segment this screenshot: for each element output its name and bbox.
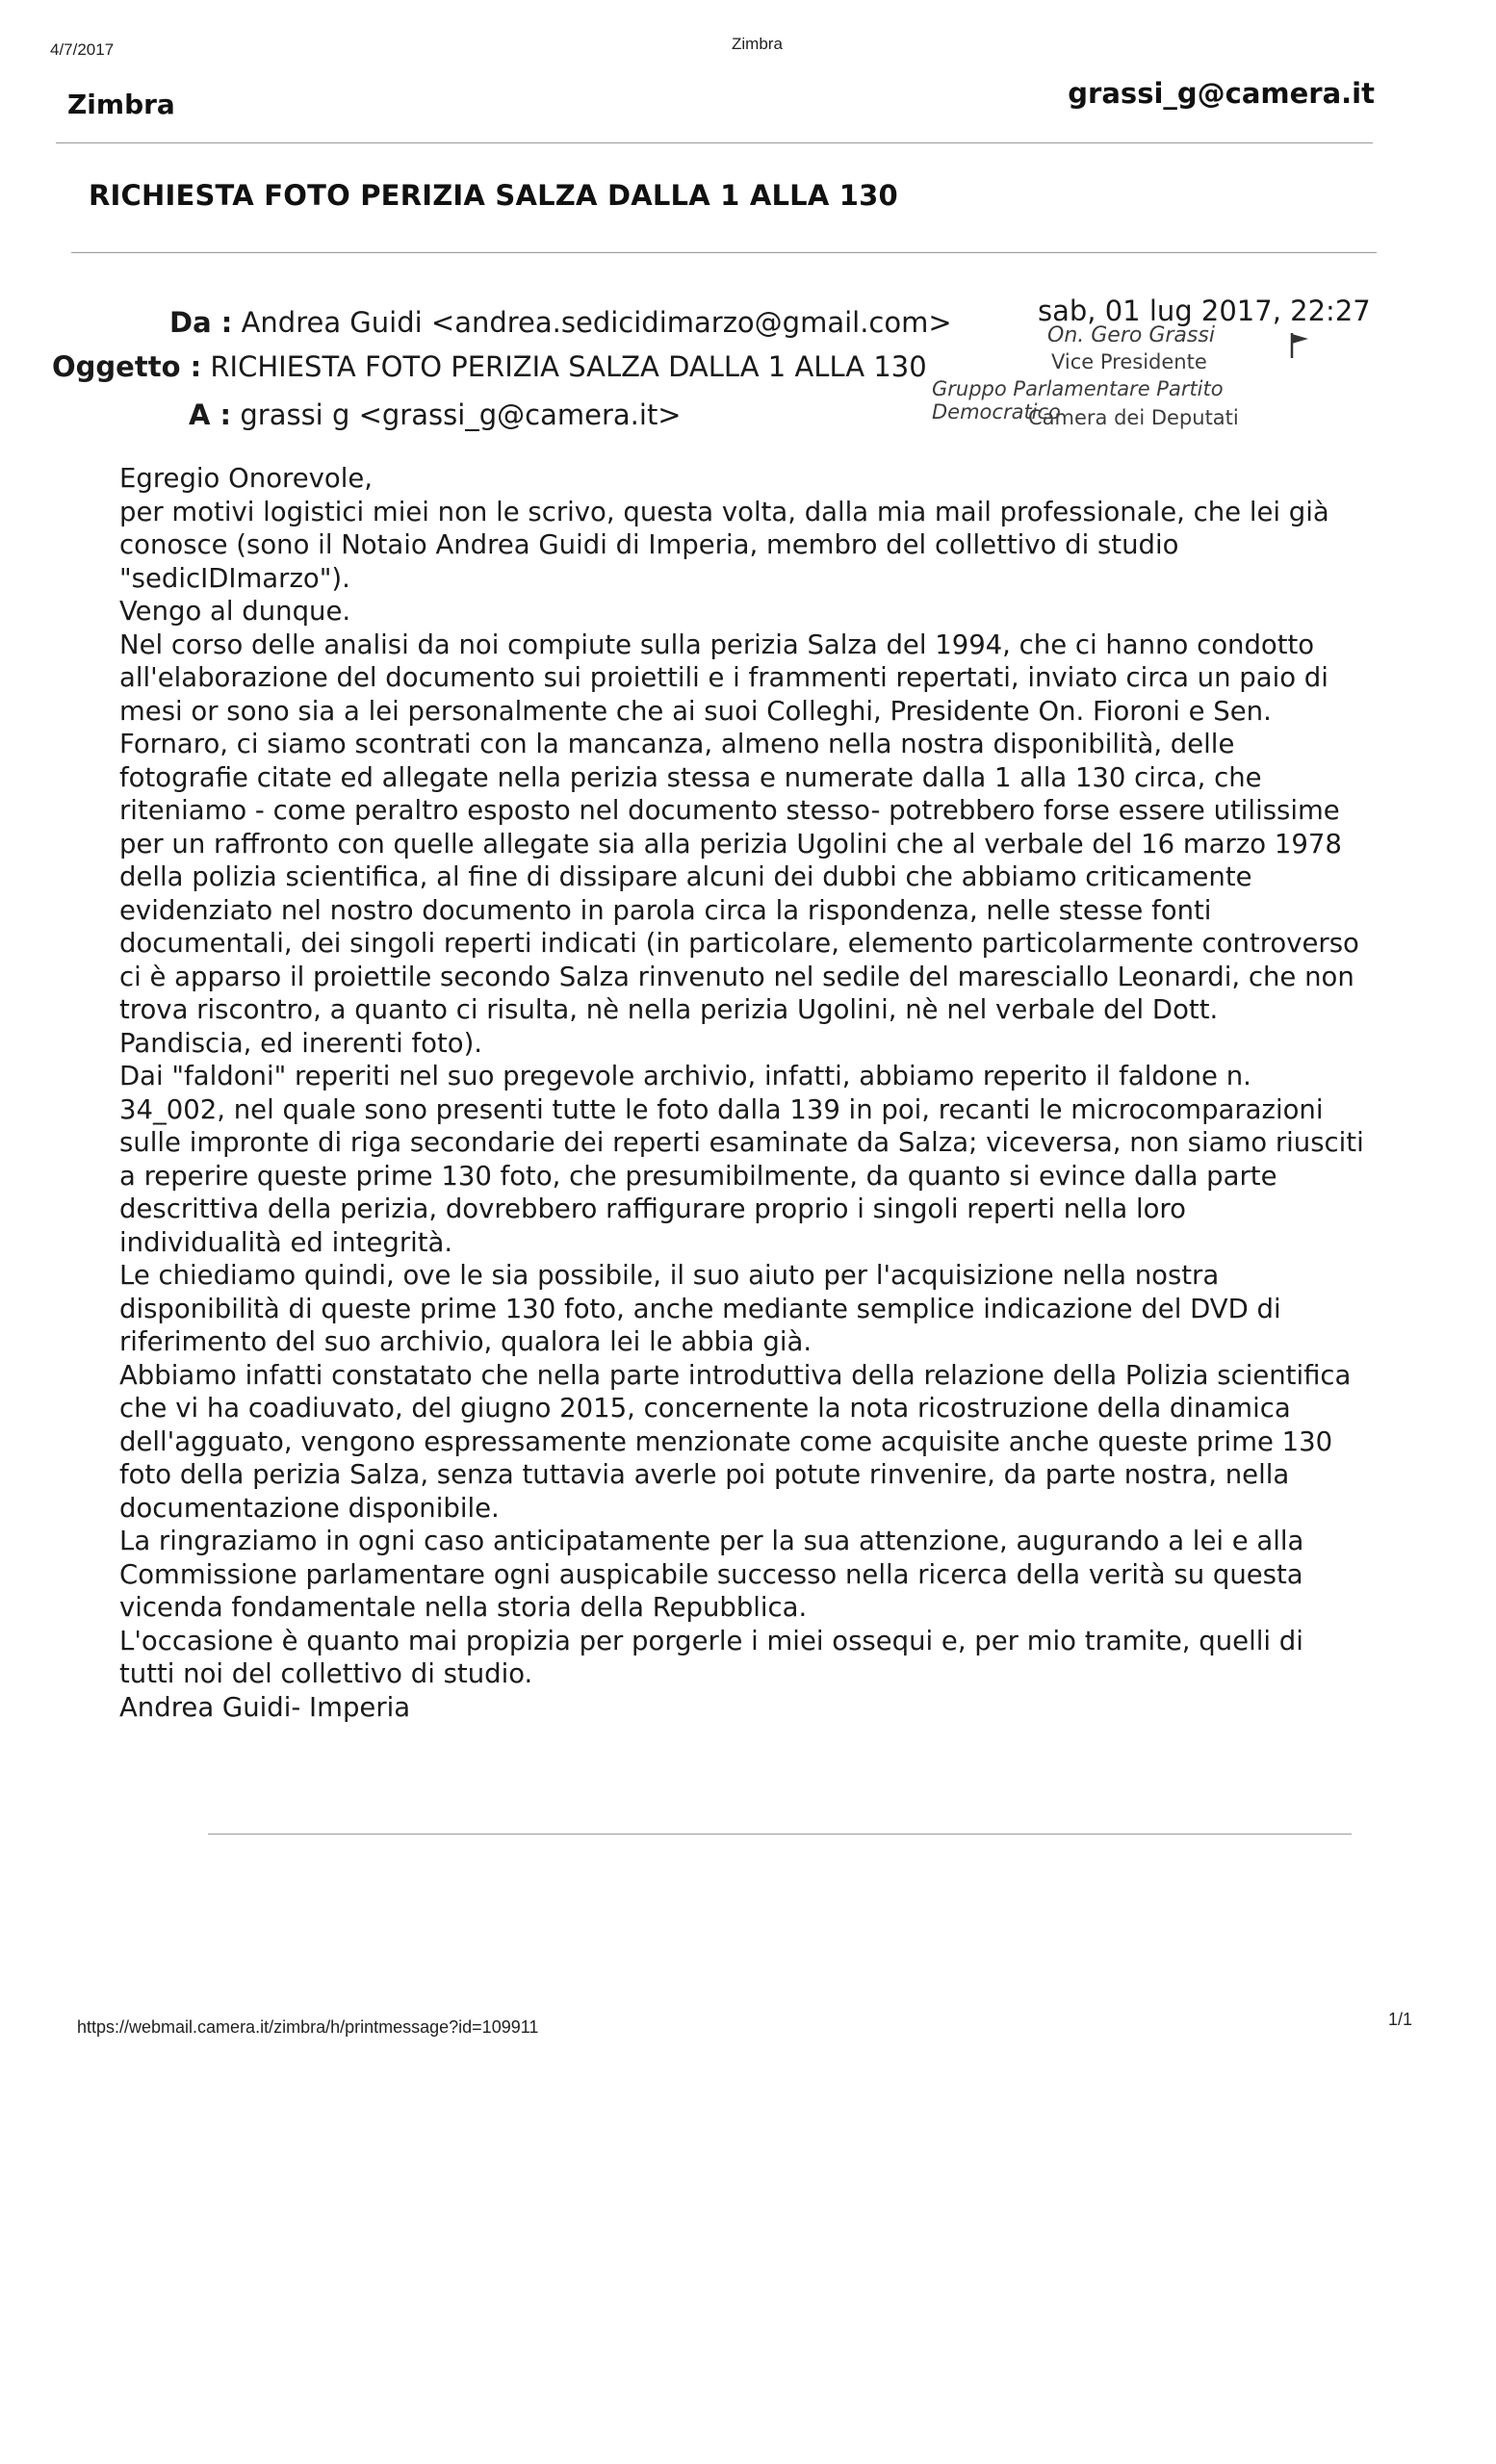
stamp — [924, 323, 1348, 439]
subject-divider — [71, 252, 1377, 253]
stamp-role: Vice Presidente — [1051, 350, 1207, 373]
body-line: documentali, dei singoli reperti indicati (in particolare, elemento particolarmente controverso — [119, 928, 1359, 959]
message-date: sab, 01 lug 2017, 22:27 — [1038, 295, 1371, 327]
body-line: riferimento del suo archivio, qualora lei le abbia già. — [119, 1326, 812, 1357]
from-row — [169, 306, 952, 339]
stamp-group: Gruppo Parlamentare Partito Democratico — [932, 377, 1224, 424]
to-label: A : — [189, 398, 232, 431]
print-date: 4/7/2017 — [50, 40, 115, 59]
body-line: della polizia scientifica, al fine di dissipare alcuni dei dubbi che abbiamo criticamente — [119, 861, 1252, 892]
page-number: 1/1 — [1388, 2010, 1413, 2029]
print-title: Zimbra — [732, 35, 783, 53]
body-line: Abbiamo infatti constatato che nella parte introduttiva della relazione della Polizia scientifica — [119, 1359, 1352, 1391]
flag-icon — [1288, 331, 1311, 360]
body-line: foto della perizia Salza, senza tuttavia averle poi potute rinvenire, da parte nostra, nella — [119, 1459, 1290, 1490]
body-line: Le chiediamo quindi, ove le sia possibile, il suo aiuto per l'acquisizione nella nostra — [119, 1260, 1220, 1291]
body-line: per un raffronto con quelle allegate sia alla perizia Ugolini che al verbale del 16 marzo 1978 — [119, 828, 1342, 860]
body-line: ci è apparso il proiettile secondo Salza rinvenuto nel sedile del maresciallo Leonardi, che non — [119, 961, 1354, 992]
from-value: Andrea Guidi <andrea.sedicidimarzo@gmail.com> — [241, 306, 952, 339]
body-line: "sedicIDImarzo"). — [119, 562, 350, 594]
body-line: Dai "faldoni" reperiti nel suo pregevole archivio, infatti, abbiamo reperito il faldone n. — [119, 1061, 1251, 1091]
body-line: Fornaro, ci siamo scontrati con la mancanza, almeno nella nostra disponibilità, delle — [119, 729, 1235, 759]
stamp-chamber: Camera dei Deputati — [1028, 406, 1239, 429]
body-line: 34_002, nel quale sono presenti tutte le foto dalla 139 in poi, recanti le microcomparazioni — [119, 1093, 1324, 1125]
subject-row — [52, 350, 927, 383]
body-line: che vi ha coadiuvato, del giugno 2015, concernente la nota ricostruzione della dinamica — [119, 1393, 1291, 1424]
body-line: per motivi logistici miei non le scrivo, questa volta, dalla mia mail professionale, che lei già — [119, 496, 1329, 527]
footer-divider — [208, 1834, 1352, 1835]
app-brand: Zimbra — [67, 89, 175, 120]
body-line: Egregio Onorevole, — [119, 463, 374, 494]
body-line: La ringraziamo in ogni caso anticipatamente per la sua attenzione, augurando a lei e alla — [119, 1526, 1304, 1556]
body-line: Andrea Guidi- Imperia — [119, 1691, 411, 1723]
body-line: Commissione parlamentare ogni auspicabile successo nella ricerca della verità su questa — [119, 1558, 1303, 1590]
body-line: Pandiscia, ed inerenti foto). — [119, 1027, 483, 1059]
to-row — [189, 398, 682, 431]
to-value: grassi g <grassi_g@camera.it> — [240, 398, 682, 431]
body-line: dell'agguato, vengono espressamente menzionate come acquisite anche queste prime 130 — [119, 1425, 1333, 1457]
user-email: grassi_g@camera.it — [1068, 77, 1375, 110]
body-line: conosce (sono il Notaio Andrea Guidi di Imperia, membro del collettivo di studio — [119, 529, 1179, 560]
subject-label: Oggetto : — [52, 350, 202, 383]
body-line: documentazione disponibile. — [119, 1492, 500, 1524]
body-line: Vengo al dunque. — [119, 596, 351, 627]
body-line: descrittiva della perizia, dovrebbero raffigurare proprio i singoli reperti nella loro — [119, 1194, 1186, 1224]
body-line: all'elaborazione del documento sui proiettili e i frammenti repertati, inviato circa un paio di — [119, 662, 1328, 693]
body-line: individualità ed integrità. — [119, 1226, 453, 1258]
body-line: riteniamo - come peraltro esposto nel documento stesso- potrebbero forse essere utilissime — [119, 795, 1340, 826]
header-divider — [56, 142, 1373, 143]
body-line: mesi or sono sia a lei personalmente che ai suoi Colleghi, Presidente On. Fioroni e Sen. — [119, 695, 1272, 727]
from-label: Da : — [169, 306, 233, 339]
body-line: evidenziato nel nostro documento in parola circa la rispondenza, nelle stesse fonti — [119, 894, 1212, 926]
body-line: fotografie citate ed allegate nella perizia stessa e numerate dalla 1 alla 130 circa, che — [119, 761, 1262, 793]
body-line: Nel corso delle analisi da noi compiute sulla perizia Salza del 1994, che ci hanno condotto — [119, 629, 1315, 660]
footer-url: https://webmail.camera.it/zimbra/h/printmessage?id=109911 — [77, 2017, 539, 2037]
body-line: disponibilità di queste prime 130 foto, anche mediante semplice indicazione del DVD di — [119, 1293, 1281, 1324]
stamp-name: On. Gero Grassi — [1047, 323, 1215, 347]
body-line: vicenda fondamentale nella storia della Repubblica. — [119, 1592, 808, 1623]
body-line: sulle impronte di riga secondarie dei reperti esaminate da Salza; viceversa, non siamo riusciti — [119, 1127, 1364, 1158]
message-body — [119, 462, 1364, 1724]
subject-value: RICHIESTA FOTO PERIZIA SALZA DALLA 1 ALLA 130 — [210, 350, 927, 383]
body-line: L'occasione è quanto mai propizia per porgerle i miei ossequi e, per mio tramite, quelli di — [119, 1625, 1303, 1656]
body-line: trova riscontro, a quanto ci risulta, nè nella perizia Ugolini, nè nel verbale del Dott. — [119, 994, 1219, 1025]
subject-heading: RICHIESTA FOTO PERIZIA SALZA DALLA 1 ALLA 130 — [89, 179, 898, 212]
body-line: a reperire queste prime 130 foto, che presumibilmente, da quanto si evince dalla parte — [119, 1160, 1277, 1192]
body-line: tutti noi del collettivo di studio. — [119, 1658, 533, 1689]
